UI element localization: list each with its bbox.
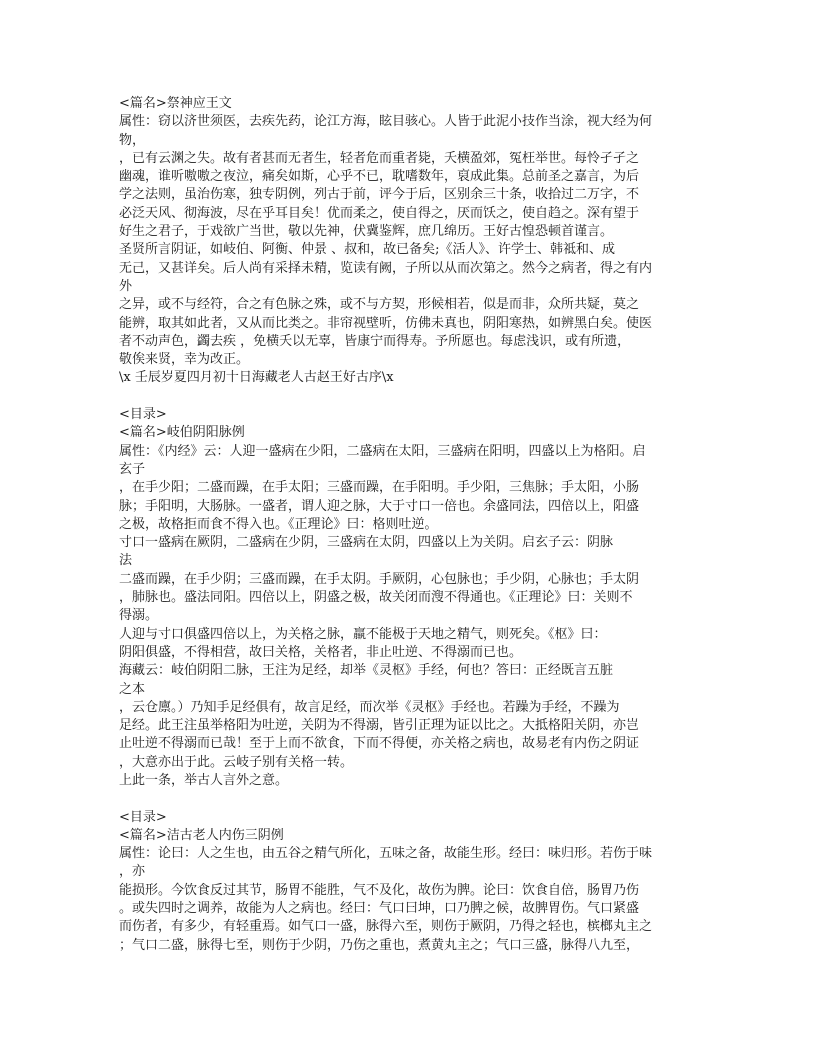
text-line: 敬俟来贤，幸为改正。 — [119, 352, 250, 368]
text-line: 寸口一盛病在厥阴，二盛病在少阴，三盛病在太阴，四盛以上为关阴。启玄子云：阴脉 — [119, 535, 614, 551]
text-line: ，云仓廪。）乃知手足经俱有，故言足经，而次举《灵枢》手经也。若躁为手经，不躁为 — [119, 699, 620, 715]
text-line: <篇名>祭神应王文 — [119, 96, 232, 111]
text-line: ，已有云渊之失。故有者甚而无者生，轻者危而重者毙，夭横盈郊，冤枉举世。每怜孑孑之 — [119, 150, 640, 166]
text-line: \x 壬辰岁夏四月初十日海藏老人古赵王好古序\x — [119, 370, 394, 386]
text-line: <目录> — [119, 809, 167, 825]
text-line: ，在手少阳；二盛而躁，在手太阳；三盛而躁，在手阳明。手少阳，三焦脉；手太阳，小肠 — [119, 480, 640, 496]
text-line: 玄子 — [119, 461, 146, 477]
text-line: 得溺。 — [119, 608, 159, 624]
text-line: 属性：《内经》云：人迎一盛病在少阳，二盛病在太阳，三盛病在阳明，四盛以上为格阳。启 — [119, 443, 646, 459]
text-line: 。或失四时之调养，故能为人之病也。经曰：气口曰坤，口乃脾之候，故脾胃伤。气口紧盛 — [119, 901, 640, 917]
text-line: 人迎与寸口俱盛四倍以上，为关格之脉，羸不能极于天地之精气，则死矣。《枢》曰： — [119, 626, 607, 642]
text-line: ，亦 — [119, 864, 146, 880]
text-line: 法 — [119, 553, 133, 569]
text-line: <篇名>洁古老人内伤三阴例 — [119, 827, 284, 843]
text-line: 圣贤所言阴证，如岐伯、阿衡、仲景 、叔和，故已备矣;《活人》、许学士、韩祗和、成 — [119, 242, 616, 258]
text-line: 属性：窃以济世须医，去疾先药，论江方海，眩目骇心。人皆于此泥小技作当涂，视大经为何 — [119, 114, 653, 130]
section-s1 — [119, 95, 699, 388]
text-line: 能辨，取其如此者，又从而比类之。非帘视壁听，仿佛未真也，阴阳寒热，如辨黑白矣。使医 — [119, 315, 653, 331]
text-line: 二盛而躁，在手少阴；三盛而躁，在手太阴。手厥阴，心包脉也；手少阴，心脉也；手太阴 — [119, 571, 640, 587]
text-line: 足经。此王注虽举格阳为吐逆，关阴为不得溺，皆引正理为证以比之。大抵格阳关阴，亦岂 — [119, 718, 640, 734]
section-gap — [119, 790, 699, 808]
text-line: 幽魂，谁听嗷嗷之夜泣，痛矣如斯，心乎不已，耽嗜数年，裒成此集。总前圣之嘉言，为后 — [119, 169, 640, 185]
text-line: 止吐逆不得溺而已哉！至于上而不欲食，下而不得便，亦关格之病也，故易老有内伤之阴证 — [119, 736, 640, 752]
text-line: 属性：论曰：人之生也，由五谷之精气所化，五味之备，故能生形。经曰：味归形。若伤于味 — [119, 846, 653, 862]
text-line: 之本 — [119, 681, 146, 697]
text-line: 者不动声色，蠲去疾 ，免横夭以无辜，皆康宁而得寿。予所愿也。每虑浅识，或有所遗， — [119, 333, 631, 349]
section-gap — [119, 388, 699, 406]
text-line: 必泛天风、彻海波，尽在乎耳目矣！优而柔之，使自得之，厌而饫之，使自趋之。深有望于 — [119, 205, 640, 221]
text-line: ，肺脉也。盛法同阳。四倍以上，阴盛之极，故关闭而溲不得通也。《正理论》曰：关则不 — [119, 590, 633, 606]
text-line: 而伤者，有多少，有轻重焉。如气口一盛，脉得六至，则伤于厥阴，乃得之轻也，槟榔丸主之 — [119, 919, 653, 935]
text-line: 外 — [119, 278, 133, 294]
text-line: 无己，又甚详矣。后人尚有采择未精，览读有阙，子所以从而次第之。然今之病者，得之有内 — [119, 260, 653, 276]
text-line: 好生之君子，于戏欲广当世，敬以先神，伏冀鉴辉，庶几绵历。王好古惶恐顿首谨言。 — [119, 224, 614, 240]
text-line: 之极，故格拒而食不得入也。《正理论》曰：格则吐逆。 — [119, 516, 438, 532]
text-line: ，大意亦出于此。云岐子别有关格一转。 — [119, 754, 354, 770]
text-line: 上此一条，举古人言外之意。 — [119, 772, 289, 788]
text-line: 能损形。今饮食反过其节，肠胃不能胜，气不及化，故伤为脾。论曰：饮食自倍，肠胃乃伤 — [119, 882, 640, 898]
document-body — [119, 95, 699, 955]
section-s3 — [119, 809, 699, 955]
text-line: 脉；手阳明，大肠脉。一盛者，谓人迎之脉，大于寸口一倍也。余盛同法，四倍以上，阳盛 — [119, 498, 640, 514]
text-line: 阴阳俱盛，不得相营，故曰关格，关格者，非止吐逆、不得溺而已也。 — [119, 644, 523, 660]
text-line: 之异，或不与经符，合之有色脉之殊，或不与方契，形候相若，似是而非，众所共疑，莫之 — [119, 297, 640, 313]
text-line: 海藏云：岐伯阴阳二脉，王注为足经，却举《灵枢》手经，何也？答曰：正经既言五脏 — [119, 663, 614, 679]
text-line: 物， — [119, 132, 146, 148]
text-line: <目录> — [119, 407, 167, 423]
text-line: ；气口二盛，脉得七至，则伤于少阴，乃伤之重也，煮黄丸主之；气口三盛，脉得八九至， — [119, 937, 640, 953]
text-line: <篇名>岐伯阴阳脉例 — [119, 425, 245, 441]
section-s2 — [119, 406, 699, 790]
text-line: 学之法则，虽治伤寒，独专阴例，列古于前，评今于后，区别余三十条，收拾过二万字，不 — [119, 187, 640, 203]
